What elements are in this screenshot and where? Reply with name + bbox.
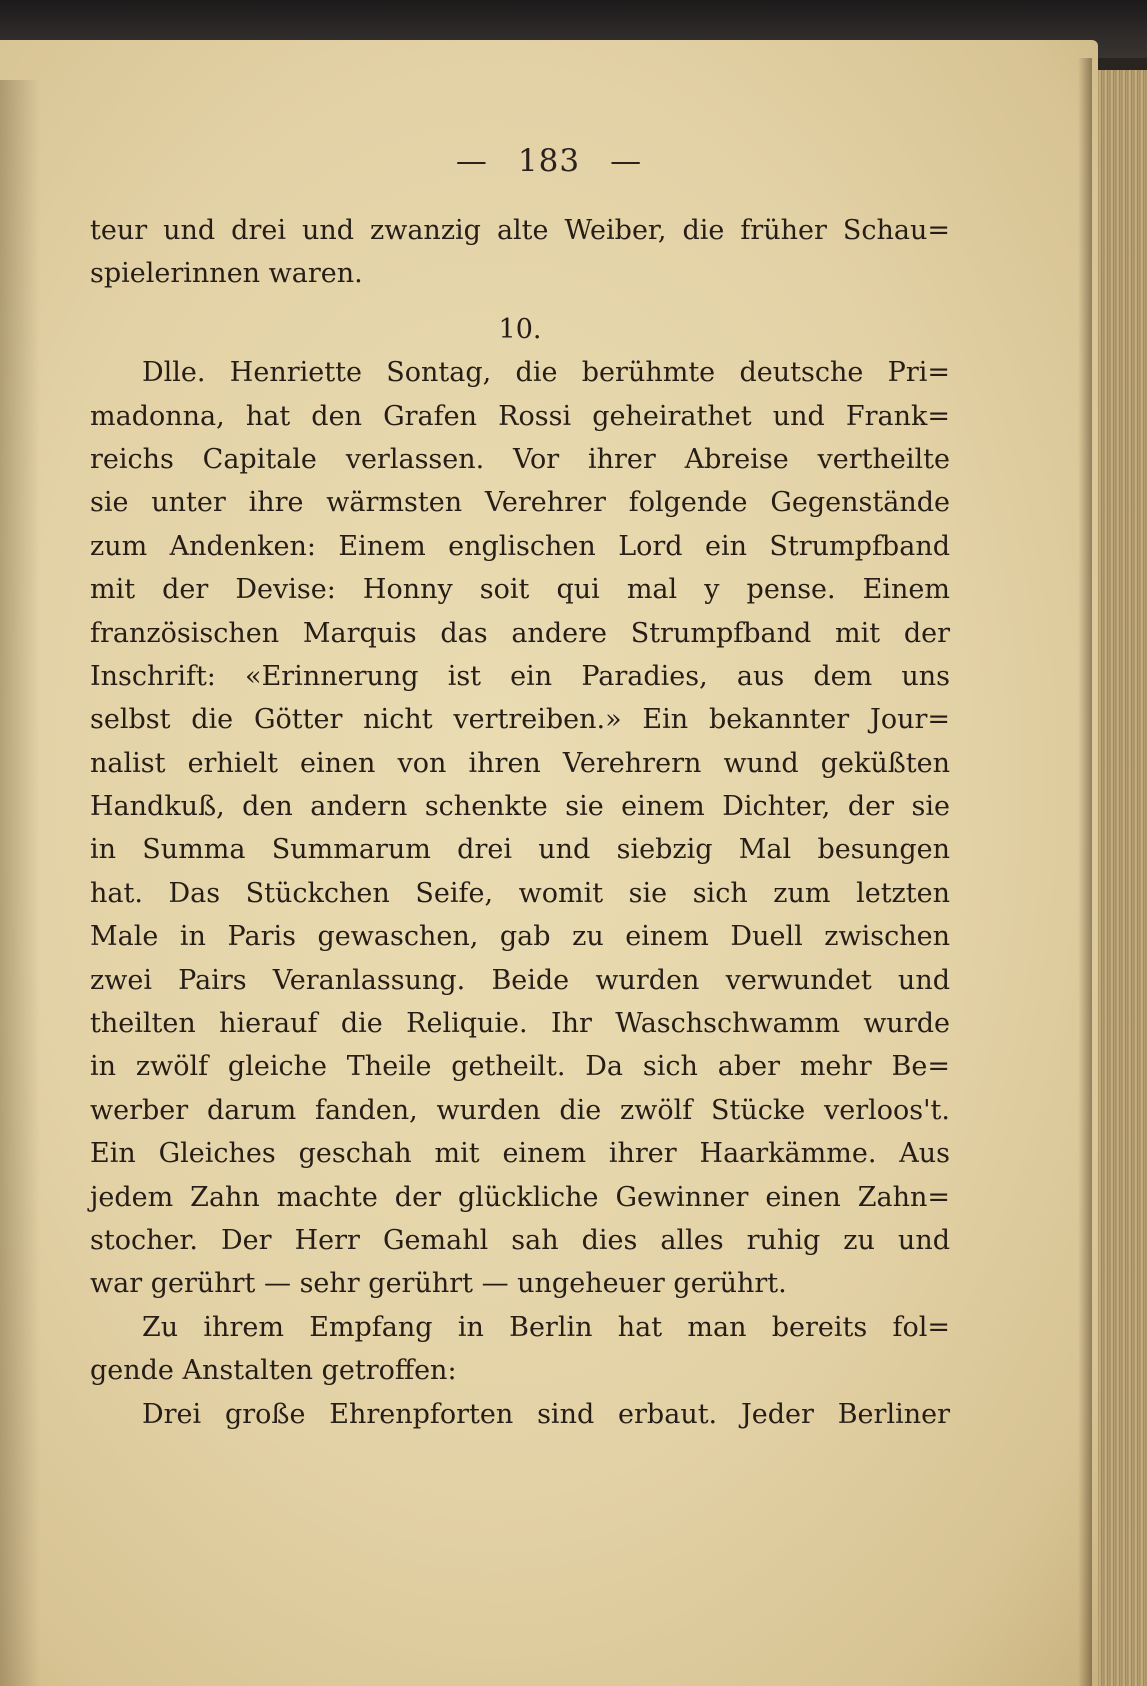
text-line: zum Andenken: Einem englischen Lord ein Strumpfband: [90, 530, 950, 562]
text-line: war gerührt — sehr gerührt — ungeheuer gerührt.: [90, 1268, 787, 1300]
page-header: [0, 143, 1098, 179]
text-line: madonna, hat den Grafen Rossi geheirathet und Frank=: [90, 400, 950, 432]
text-line: Handkuß, den andern schenkte sie einem Dichter, der sie: [90, 791, 950, 823]
text-line: selbst die Götter nicht vertreiben.» Ein bekannter Jour=: [90, 704, 950, 736]
section-gap: [90, 296, 950, 308]
section-number: 10.: [498, 313, 542, 345]
header-dash-left: —: [455, 143, 488, 179]
text-line: spielerinnen waren.: [90, 258, 363, 290]
text-line: Dlle. Henriette Sontag, die berühmte deutsche Pri=: [142, 357, 950, 389]
text-line: Drei große Ehrenpforten sind erbaut. Jeder Berliner: [142, 1398, 950, 1430]
text-line: sie unter ihre wärmsten Verehrer folgende Gegenstände: [90, 487, 950, 519]
text-line: Ein Gleiches geschah mit einem ihrer Haarkämme. Aus: [90, 1138, 950, 1170]
text-line: mit der Devise: Honny soit qui mal y pense. Einem: [90, 574, 950, 606]
text-line: französischen Marquis das andere Strumpfband mit der: [90, 617, 950, 649]
text-line: Male in Paris gewaschen, gab zu einem Duell zwischen: [90, 921, 950, 953]
text-line: in Summa Summarum drei und siebzig Mal besungen: [90, 834, 950, 866]
text-line: teur und drei und zwanzig alte Weiber, die früher Schau=: [90, 215, 950, 246]
text-line: jedem Zahn machte der glückliche Gewinner einen Zahn=: [90, 1181, 950, 1213]
page-edge-shadow: [1078, 58, 1092, 1686]
text-line: gende Anstalten getroffen:: [90, 1355, 457, 1387]
page-gutter-shadow: [0, 80, 40, 1686]
text-line: nalist erhielt einen von ihren Verehrern wund geküßten: [90, 747, 950, 779]
page-number: 183: [517, 143, 581, 179]
text-line: hat. Das Stückchen Seife, womit sie sich zum letzten: [90, 877, 950, 909]
text-line: in zwölf gleiche Theile getheilt. Da sich aber mehr Be=: [90, 1051, 950, 1083]
page-stack-edge: [1090, 70, 1147, 1686]
text-line: werber darum fanden, wurden die zwölf Stücke verloos't.: [90, 1094, 950, 1126]
text-line: Inschrift: «Erinnerung ist ein Paradies, aus dem uns: [90, 660, 950, 692]
text-line: Zu ihrem Empfang in Berlin hat man bereits fol=: [142, 1311, 950, 1343]
text-line: reichs Capitale verlassen. Vor ihrer Abreise vertheilte: [90, 443, 950, 475]
text-line: stocher. Der Herr Gemahl sah dies alles ruhig zu und: [90, 1224, 950, 1256]
text-line: zwei Pairs Veranlassung. Beide wurden verwundet und: [90, 964, 950, 996]
header-dash-right: —: [610, 143, 643, 179]
body-text: [90, 209, 950, 1436]
text-line: theilten hierauf die Reliquie. Ihr Waschschwamm wurde: [90, 1008, 950, 1040]
